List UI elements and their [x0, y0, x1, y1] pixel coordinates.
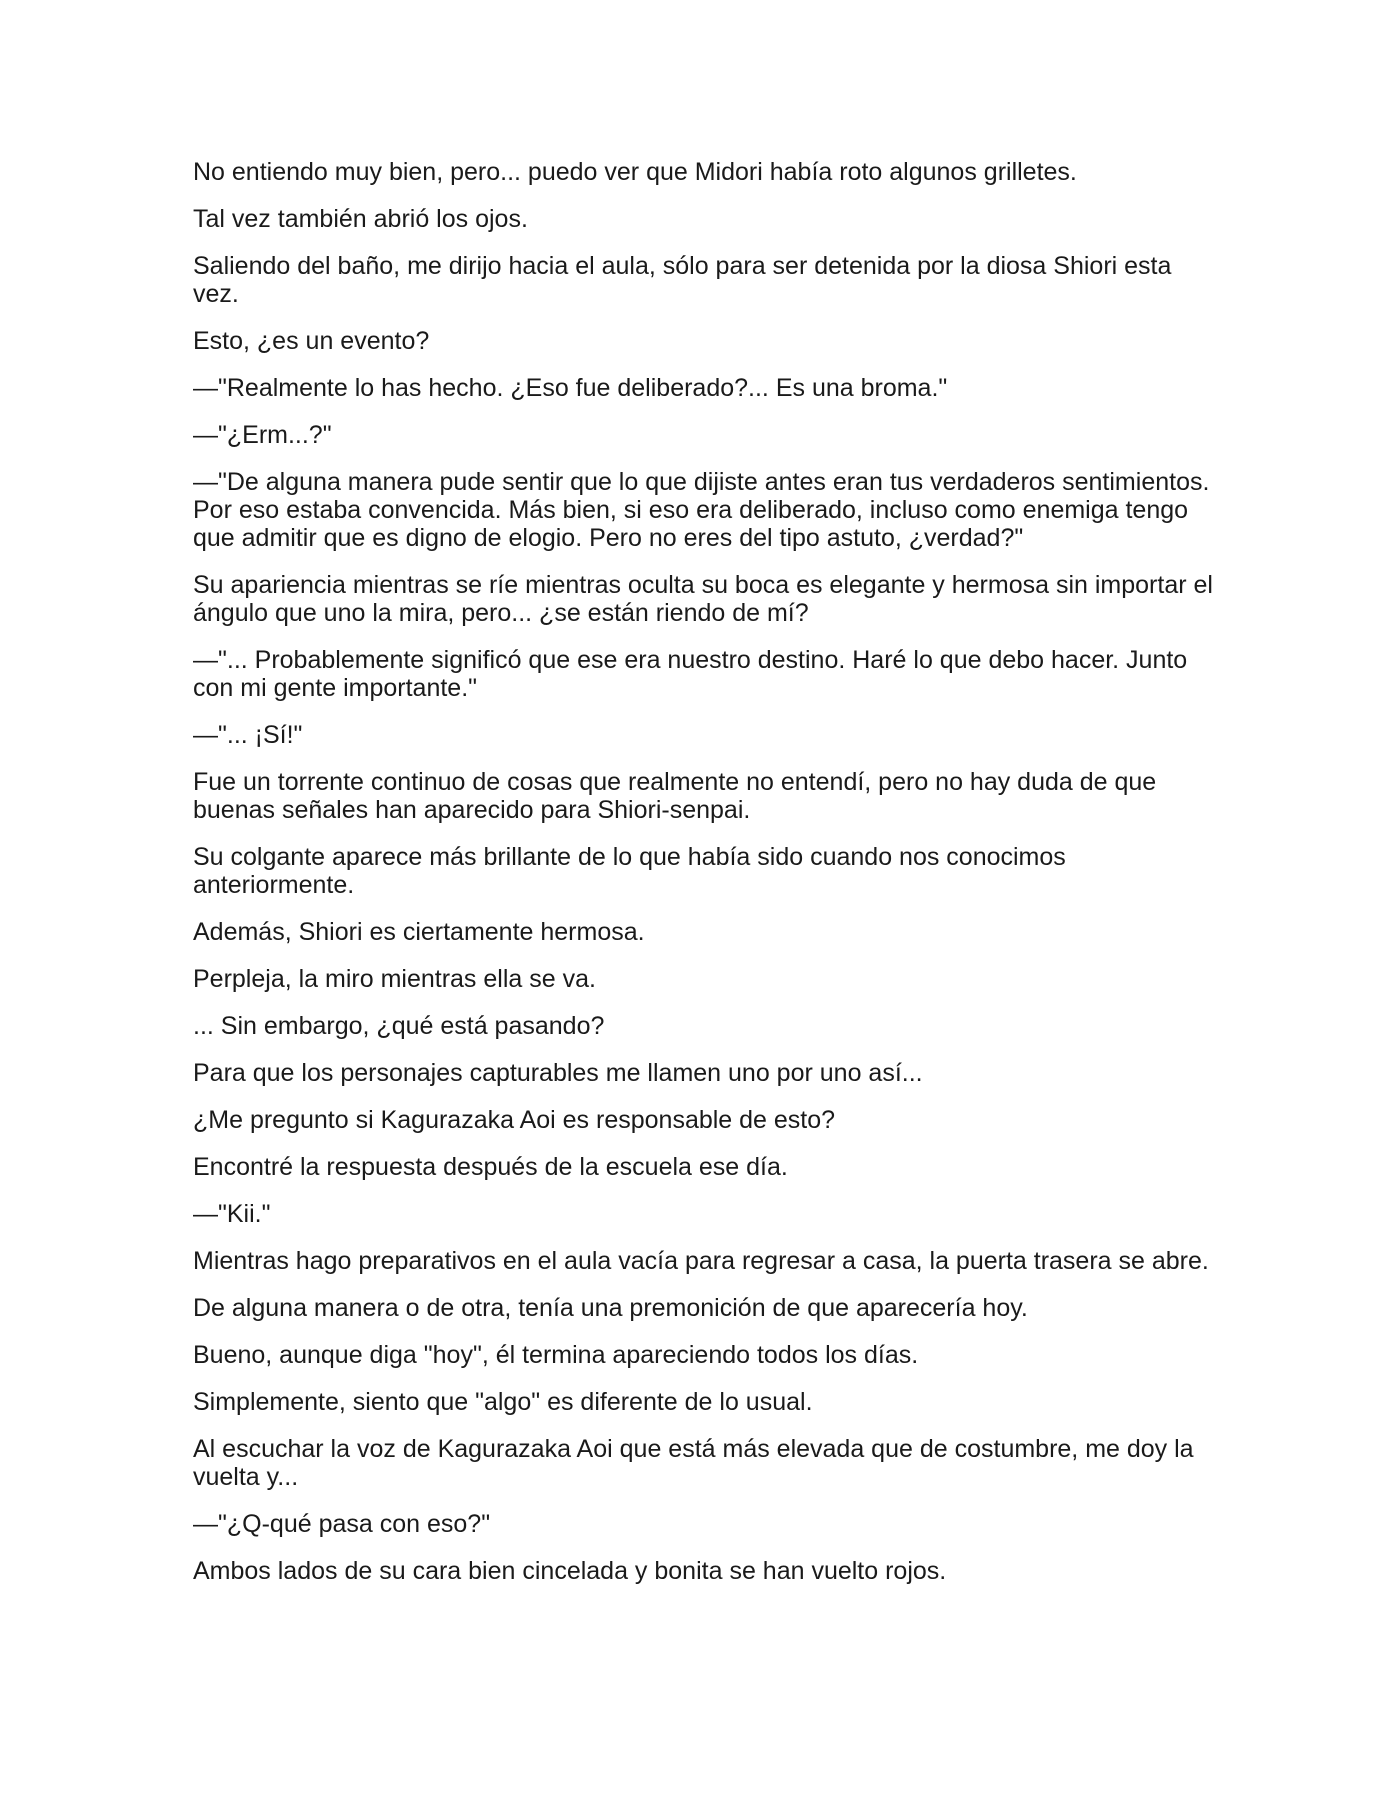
- paragraph: —"... ¡Sí!": [193, 721, 303, 749]
- paragraph: Tal vez también abrió los ojos.: [193, 205, 528, 233]
- paragraph: Perpleja, la miro mientras ella se va.: [193, 965, 596, 993]
- paragraph: Bueno, aunque diga "hoy", él termina apareciendo todos los días.: [193, 1341, 919, 1369]
- paragraph: —"Realmente lo has hecho. ¿Eso fue deliberado?... Es una broma.": [193, 374, 948, 402]
- paragraph: —"Kii.": [193, 1200, 271, 1228]
- paragraph: Fue un torrente continuo de cosas que realmente no entendí, pero no hay duda de que buenas señales han aparecido para Shiori-senpai.: [193, 768, 1157, 824]
- paragraph: No entiendo muy bien, pero... puedo ver que Midori había roto algunos grilletes.: [193, 158, 1077, 186]
- paragraph: Esto, ¿es un evento?: [193, 327, 430, 355]
- paragraph: —"¿Q-qué pasa con eso?": [193, 1510, 491, 1538]
- paragraph: Saliendo del baño, me dirijo hacia el aula, sólo para ser detenida por la diosa Shiori esta vez.: [193, 252, 1172, 308]
- paragraph: ¿Me pregunto si Kagurazaka Aoi es responsable de esto?: [193, 1106, 836, 1134]
- paragraph: Para que los personajes capturables me llamen uno por uno así...: [193, 1059, 923, 1087]
- paragraph: Su apariencia mientras se ríe mientras oculta su boca es elegante y hermosa sin importar el ángulo que uno la mira, pero... ¿se están riendo de mí?: [193, 571, 1213, 627]
- paragraph: —"De alguna manera pude sentir que lo que dijiste antes eran tus verdaderos sentimientos. Por eso estaba convencida. Más bien, si eso era deliberado, incluso como enemiga tengo que admitir que es digno de elogio. Pero no eres del tipo astuto, ¿verdad?": [193, 468, 1210, 552]
- paragraph: Ambos lados de su cara bien cincelada y bonita se han vuelto rojos.: [193, 1557, 947, 1585]
- paragraph: —"... Probablemente significó que ese era nuestro destino. Haré lo que debo hacer. Junto con mi gente importante.": [193, 646, 1188, 702]
- paragraph: Encontré la respuesta después de la escuela ese día.: [193, 1153, 788, 1181]
- paragraph: ... Sin embargo, ¿qué está pasando?: [193, 1012, 605, 1040]
- paragraph: De alguna manera o de otra, tenía una premonición de que aparecería hoy.: [193, 1294, 1028, 1322]
- paragraph: —"¿Erm...?": [193, 421, 332, 449]
- paragraph: Simplemente, siento que "algo" es diferente de lo usual.: [193, 1388, 813, 1416]
- paragraph: Al escuchar la voz de Kagurazaka Aoi que está más elevada que de costumbre, me doy la vuelta y...: [193, 1435, 1194, 1491]
- document-body: [193, 158, 1213, 1604]
- paragraph: Además, Shiori es ciertamente hermosa.: [193, 918, 645, 946]
- paragraph: Su colgante aparece más brillante de lo que había sido cuando nos conocimos anteriormente.: [193, 843, 1066, 899]
- paragraph: Mientras hago preparativos en el aula vacía para regresar a casa, la puerta trasera se abre.: [193, 1247, 1209, 1275]
